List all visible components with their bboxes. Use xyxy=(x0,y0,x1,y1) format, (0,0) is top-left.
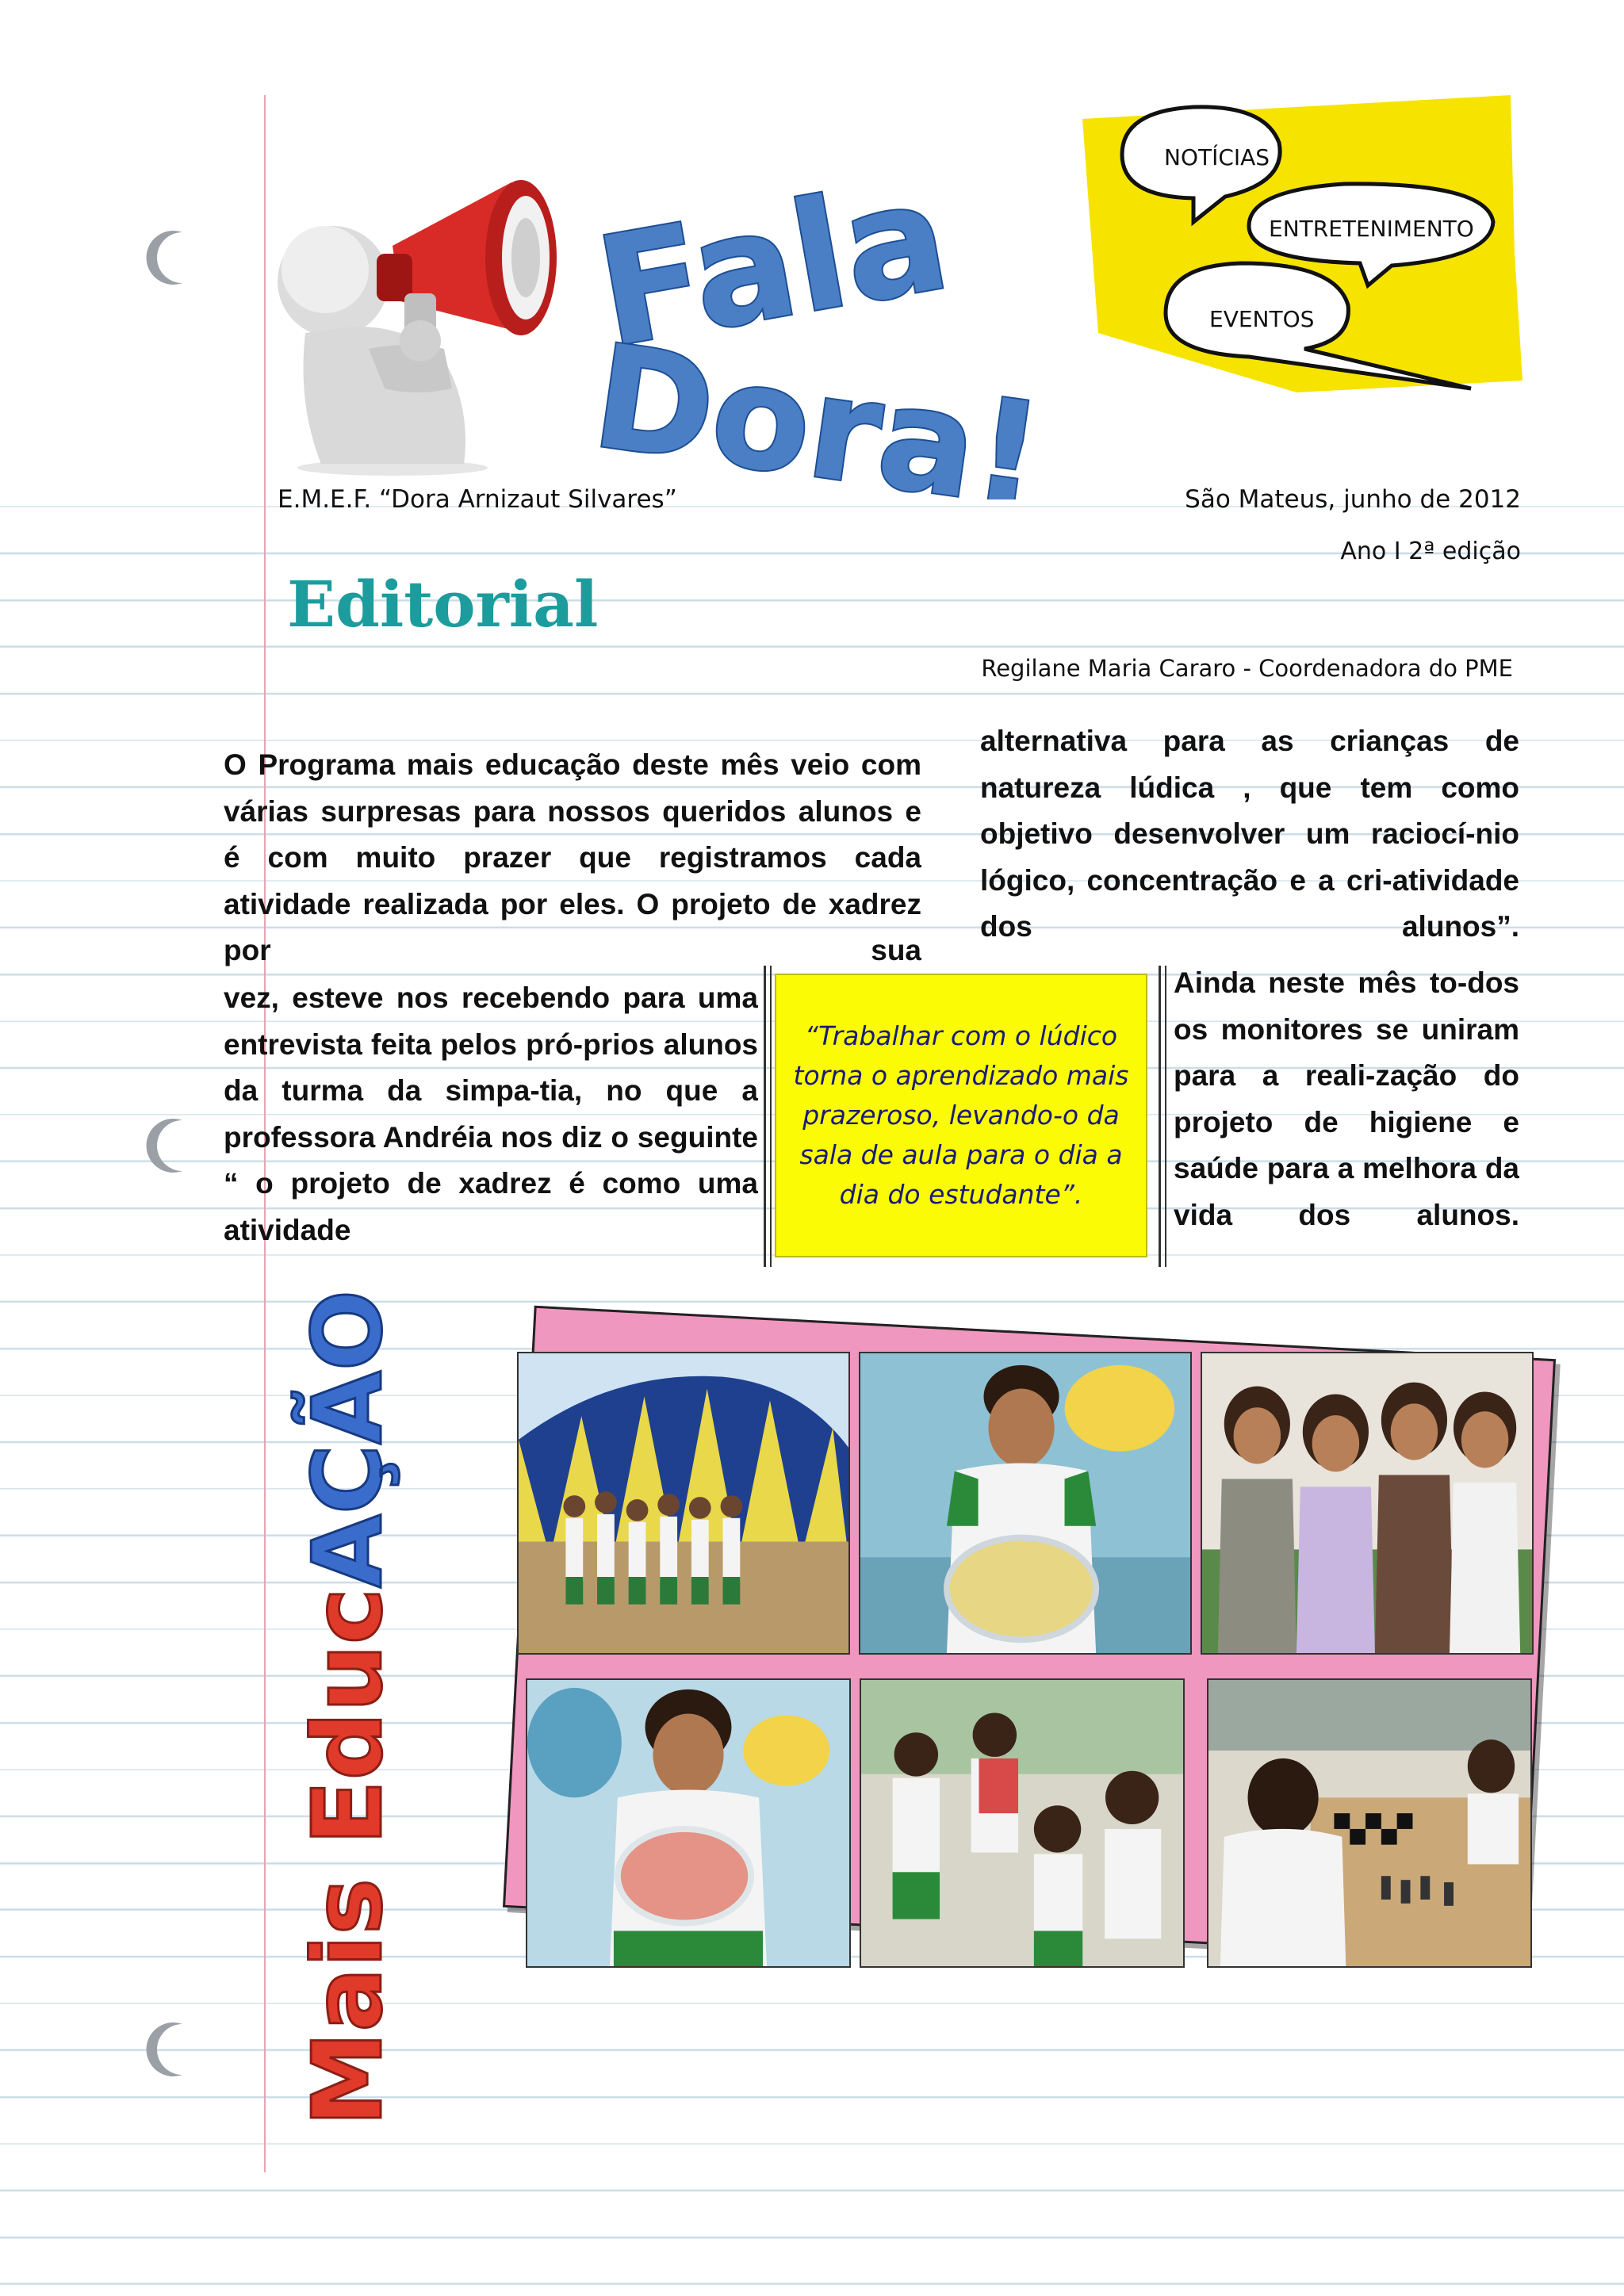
bubble-label: ENTRETENIMENTO xyxy=(1269,216,1474,242)
photo-girl-with-gift xyxy=(526,1678,851,1968)
photo-students-circus xyxy=(517,1352,850,1655)
binder-ring-icon xyxy=(143,226,198,289)
issue-edition: Ano I 2ª edição xyxy=(1340,538,1521,565)
school-name: E.M.E.F. “Dora Arnizaut Silvares” xyxy=(278,485,677,514)
editorial-text-right: alternativa para as crianças de natureza lúdica , que tem como objetivo desenvolver um raciocí-nio lógico, concentração e a cri-atividade dos alunos”. xyxy=(980,725,1519,943)
bubble-label: NOTÍCIAS xyxy=(1164,144,1270,170)
section-title: Editorial xyxy=(287,567,599,641)
pull-quote-text: “Trabalhar com o lúdico torna o aprendizado mais prazeroso, levando-o da sala de aula para o dia a dia do estudante”. xyxy=(793,1020,1129,1210)
binder-ring-icon xyxy=(143,2018,198,2081)
megaphone-figure-icon xyxy=(274,151,630,476)
photo-section-title xyxy=(285,1290,412,2126)
masthead-title xyxy=(579,127,1071,499)
masthead-line1: Fala xyxy=(585,147,960,381)
pull-quote xyxy=(775,974,1147,1257)
editorial-text-top: O Programa mais educação deste mês veio com várias surpresas para nossos queridos alunos e é com muito prazer que registramos cada atividade realizada por eles. O projeto de xadrez por sua xyxy=(224,748,921,966)
column-divider xyxy=(1159,966,1166,1267)
photo-section-title-part2: AÇÃO xyxy=(293,1290,404,1588)
photo-monitors-group xyxy=(1201,1352,1534,1655)
bubble-label: EVENTOS xyxy=(1209,306,1315,332)
binder-ring-icon xyxy=(143,1114,198,1177)
masthead-line2: Dora! xyxy=(584,313,1051,499)
photo-students-hygiene xyxy=(860,1678,1185,1968)
photo-section-title-part1: Mais Educ xyxy=(293,1587,404,2126)
author-line: Regilane Maria Cararo - Coordenadora do PME xyxy=(981,655,1513,682)
photo-boy-with-gift xyxy=(859,1352,1192,1655)
issue-date: São Mateus, junho de 2012 xyxy=(1185,485,1521,514)
editorial-text-left: vez, esteve nos recebendo para uma entrevista feita pelos pró-prios alunos da turma da simpa-tia, no que a professora Andréia nos diz o seguinte “ o projeto de xadrez é como uma atividade xyxy=(224,982,758,1246)
column-divider xyxy=(764,966,772,1267)
photo-chess-class xyxy=(1207,1678,1532,1968)
topic-bubbles xyxy=(1074,95,1526,396)
editorial-text-sidebar: Ainda neste mês to-dos os monitores se uniram para a reali-zação do projeto de higiene e saúde para a melhora da vida dos alunos. xyxy=(1174,966,1519,1231)
